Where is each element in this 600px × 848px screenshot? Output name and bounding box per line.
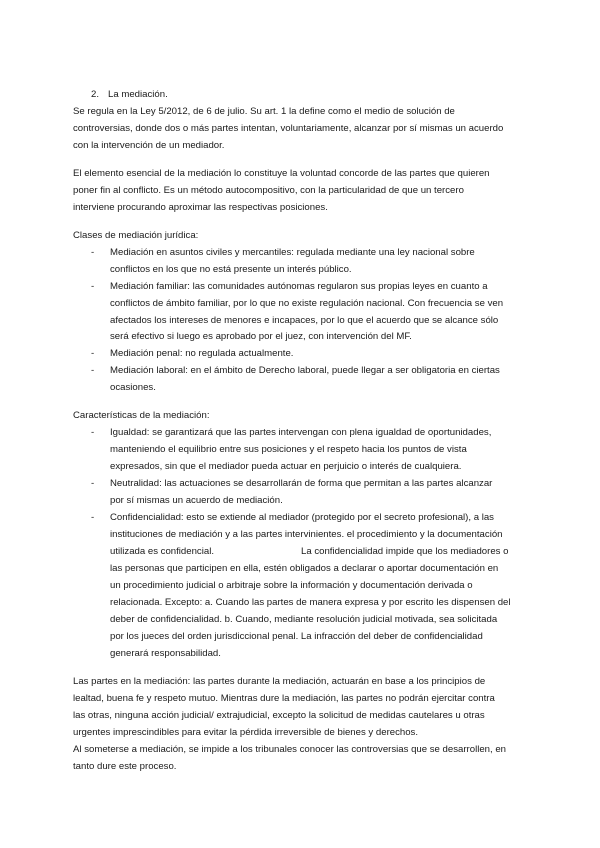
bullet-dash: - xyxy=(91,365,95,376)
closing-line: Al someterse a mediación, se impide a los tribunales conocer las controversias que se desarrollen, en xyxy=(73,744,507,755)
element-line: El elemento esencial de la mediación lo constituye la voluntad concorde de las partes que quieren xyxy=(73,168,490,179)
closing-line: urgentes imprescindibles para evitar la pérdida irreversible de bienes y derechos. xyxy=(73,727,419,738)
bullet-dash: - xyxy=(91,281,95,292)
heading-title: La mediación. xyxy=(108,89,168,100)
closing-line: tanto dure este proceso. xyxy=(73,761,177,772)
caracteristicas-item-line: utilizada es confidencial. xyxy=(110,546,214,557)
closing-line: Las partes en la mediación: las partes durante la mediación, actuarán en base a los principios de xyxy=(73,676,486,687)
caracteristicas-item-line: Igualdad: se garantizará que las partes intervengan con plena igualdad de oportunidades, xyxy=(110,427,492,438)
closing-line: lealtad, buena fe y respeto mutuo. Mientras dure la mediación, las partes no podrán ejercitar contra xyxy=(73,693,495,704)
element-line: interviene procurando aproximar las respectivas posiciones. xyxy=(73,202,328,213)
caracteristicas-item-line: relacionada. Excepto: a. Cuando las partes de manera expresa y por escrito les dispensen del xyxy=(110,597,511,608)
caracteristicas-item-line: manteniendo el equilibrio entre sus posiciones y el respeto hacia los puntos de vista xyxy=(110,444,467,455)
clases-item-line: será efectivo si luego es aprobado por el juez, con intervención del MF. xyxy=(110,331,412,342)
clases-item-line: conflictos de ámbito familiar, por lo que no existe regulación nacional. Con frecuencia se ven xyxy=(110,298,504,309)
caracteristicas-item-line: las personas que participen en ella, estén obligados a declarar o aportar documentación en xyxy=(110,563,499,574)
clases-item-line: afectados los intereses de menores e incapaces, por lo que el acuerdo que se alcance sólo xyxy=(110,315,499,326)
caracteristicas-title: Características de la mediación: xyxy=(73,410,210,421)
clases-item-line: Mediación familiar: las comunidades autónomas regularon sus propias leyes en cuanto a xyxy=(110,281,488,292)
clases-item-line: Mediación en asuntos civiles y mercantiles: regulada mediante una ley nacional sobre xyxy=(110,247,475,258)
closing-line: las otras, ninguna acción judicial/ extrajudicial, excepto la solicitud de medidas cautelares u otras xyxy=(73,710,485,721)
intro-line: Se regula en la Ley 5/2012, de 6 de julio. Su art. 1 la define como el medio de solución de xyxy=(73,106,455,117)
bullet-dash: - xyxy=(91,478,95,489)
caracteristicas-item-line: por sí mismas un acuerdo de mediación. xyxy=(110,495,283,506)
caracteristicas-item-line: instituciones de mediación y a las partes intervinientes. el procedimiento y la documentación xyxy=(110,529,503,540)
caracteristicas-item-line: por los jueces del orden jurisdiccional penal. La infracción del deber de confidencialidad xyxy=(110,631,483,642)
caracteristicas-item-line: Neutralidad: las actuaciones se desarrollarán de forma que permitan a las partes alcanzar xyxy=(110,478,493,489)
element-line: poner fin al conflicto. Es un método autocompositivo, con la particularidad de que un tercero xyxy=(73,185,464,196)
clases-item-line: ocasiones. xyxy=(110,382,156,393)
heading-number: 2. xyxy=(91,89,100,100)
clases-item-line: Mediación penal: no regulada actualmente. xyxy=(110,348,294,359)
caracteristicas-item-line: un procedimiento judicial o arbitraje sobre la información y documentación derivada o xyxy=(110,580,473,591)
caracteristicas-item-line: generará responsabilidad. xyxy=(110,648,221,659)
caracteristicas-inline-continuation: La confidencialidad impide que los mediadores o xyxy=(301,546,509,557)
bullet-dash: - xyxy=(91,427,95,438)
bullet-dash: - xyxy=(91,512,95,523)
clases-item-line: conflictos en los que no está presente un interés público. xyxy=(110,264,352,275)
caracteristicas-item-line: expresados, sin que el mediador pueda actuar en perjuicio o interés de cualquiera. xyxy=(110,461,462,472)
caracteristicas-item-line: deber de confidencialidad. b. Cuando, mediante resolución judicial motivada, sea solicitada xyxy=(110,614,498,625)
bullet-dash: - xyxy=(91,348,95,359)
caracteristicas-item-line: Confidencialidad: esto se extiende al mediador (protegido por el secreto profesional), a las xyxy=(110,512,494,523)
intro-line: controversias, donde dos o más partes intentan, voluntariamente, alcanzar por sí mismas un acuerdo xyxy=(73,123,504,134)
clases-item-line: Mediación laboral: en el ámbito de Derecho laboral, puede llegar a ser obligatoria en ciertas xyxy=(110,365,500,376)
intro-line: con la intervención de un mediador. xyxy=(73,140,225,151)
clases-title: Clases de mediación jurídica: xyxy=(73,230,199,241)
bullet-dash: - xyxy=(91,247,95,258)
